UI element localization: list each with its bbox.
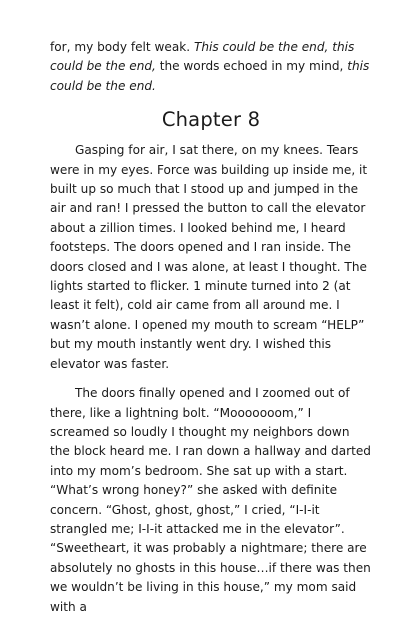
opening-italic-segment: This could be the end, this could be the end, (50, 40, 355, 74)
chapter-title: Chapter 8 (161, 108, 261, 132)
opening-italic-segment: this could be the end. (50, 59, 370, 93)
opening-paragraph (50, 38, 372, 96)
body-paragraph: Gasping for air, I sat there, on my knees. Tears were in my eyes. Force was building up inside me, it built up so much that I stood up and jumped in the air and ran! I pressed the button to call the elevator about a zillion times. I looked behind me, I heard footsteps. The doors opened and I ran inside. The doors closed and I was alone, at least I thought. The lights started to flicker. 1 minute turned into 2 (at least it felt), cold air came from all around me. I wasn’t alone. I opened my mouth to scream “HELP” but my mouth instantly went dry. I wished this elevator was faster. (50, 143, 368, 371)
opening-text-segment: for, my body felt weak. (50, 40, 194, 54)
paragraph-spacer (50, 374, 372, 384)
body-paragraph: The doors finally opened and I zoomed out of there, like a lightning bolt. “Mooooooom,” I screamed so loudly I thought my neighbors down the block heard me. I ran down a hallway and darted into my mom’s bedroom. She sat up with a start. “What’s wrong honey?” she asked with definite concern. “Ghost, ghost, ghost,” I cried, “I-I-it strangled me; I-I-it attacked me in the elevator”. “Sweetheart, it was probably a nightmare; there are absolutely no ghosts in this house…if there was then we wouldn’t be living in this house,” my mom said with a (50, 386, 371, 614)
opening-text-segment: the words echoed in my mind, (155, 59, 348, 74)
book-page (50, 38, 372, 617)
